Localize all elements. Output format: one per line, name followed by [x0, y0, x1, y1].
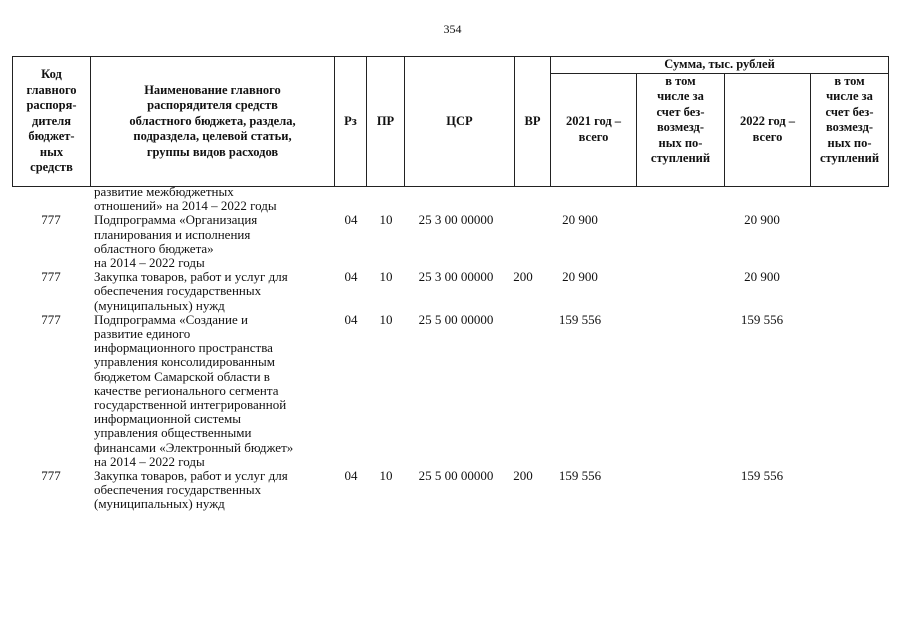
row-name-line: информационного пространства	[94, 340, 273, 356]
header-line: Код	[41, 67, 62, 81]
row-code: 777	[41, 468, 61, 484]
table-row	[12, 313, 888, 469]
row-sum-2021: 20 900	[562, 212, 598, 228]
row-name-line: государственной интегрированной	[94, 397, 287, 413]
row-name	[94, 185, 339, 213]
header-2022-total	[725, 73, 811, 186]
row-sum-2022: 159 556	[740, 468, 784, 484]
header-line: в том	[665, 73, 696, 88]
header-2021-free	[637, 73, 725, 186]
row-name	[94, 213, 339, 270]
header-line: дителя	[32, 113, 71, 128]
row-csr: 25 3 00 00000	[418, 269, 494, 285]
table-body	[12, 185, 888, 512]
row-pr: 10	[379, 311, 393, 327]
row-pr: 10	[379, 269, 393, 285]
table-row	[12, 213, 888, 270]
row-name-line: качестве регионального сегмента	[94, 382, 279, 398]
row-code: 777	[41, 212, 61, 228]
header-line: Наименование главного	[144, 82, 281, 97]
header-line: средств	[30, 160, 73, 174]
header-line: возмезд-	[825, 120, 874, 134]
row-rz: 04	[344, 468, 358, 484]
row-code: 777	[41, 311, 61, 327]
header-line: возмезд-	[656, 120, 705, 134]
header-line: ных по-	[658, 135, 703, 150]
row-sum-2022: 159 556	[740, 311, 784, 327]
row-name-line: управления общественными	[94, 425, 252, 441]
row-name-line: Закупка товаров, работ и услуг для	[94, 269, 288, 285]
row-code: 777	[41, 269, 61, 285]
header-line: 2022 год –	[739, 114, 796, 128]
table-row	[12, 469, 888, 512]
header-line: ступлений	[819, 151, 880, 165]
row-name-line: развитие межбюджетных	[94, 184, 234, 199]
row-sum-2021: 159 556	[558, 311, 602, 327]
header-name	[91, 57, 335, 187]
header-vr: ВР	[515, 57, 551, 187]
header-line: распорядителя средств	[147, 98, 278, 112]
header-csr: ЦСР	[405, 57, 515, 187]
row-name-line: информационной системы	[94, 411, 241, 427]
header-pr: ПР	[367, 57, 405, 187]
page-number: 354	[443, 22, 462, 36]
row-vr: 200	[513, 269, 533, 285]
header-sum-title: Сумма, тыс. рублей	[551, 57, 889, 74]
header-line: 2021 год –	[565, 114, 622, 128]
row-name-line: (муниципальных) нужд	[94, 496, 225, 512]
header-line: в том	[834, 73, 865, 88]
header-line: главного	[26, 82, 77, 97]
header-line: группы видов расходов	[146, 144, 279, 159]
row-name-line: финансами «Электронный бюджет»	[94, 439, 294, 455]
row-rz: 04	[344, 311, 358, 327]
header-line: ных	[39, 144, 64, 159]
row-pr: 10	[379, 212, 393, 228]
header-line: числе за	[826, 89, 873, 103]
header-code	[13, 57, 91, 187]
row-sum-2021: 20 900	[562, 269, 598, 285]
row-name-line: управления консолидированным	[94, 354, 275, 370]
header-line: всего	[578, 129, 609, 144]
row-name-line: бюджетом Самарской области в	[94, 368, 270, 384]
row-csr: 25 3 00 00000	[418, 212, 494, 228]
row-name-line: Подпрограмма «Организация	[94, 212, 258, 228]
header-line: областного бюджета, раздела,	[129, 113, 296, 128]
row-sum-2022: 20 900	[744, 269, 780, 285]
row-csr: 25 5 00 00000	[418, 311, 494, 327]
row-name	[94, 469, 339, 512]
row-csr: 25 5 00 00000	[418, 468, 494, 484]
row-name-line: планирования и исполнения	[94, 226, 251, 242]
row-name-line: обеспечения государственных	[94, 283, 262, 299]
row-name-line: областного бюджета»	[94, 240, 214, 256]
header-line: счет без-	[825, 104, 874, 119]
row-sum-2022: 20 900	[744, 212, 780, 228]
table-header	[12, 56, 889, 187]
row-vr: 200	[513, 468, 533, 484]
header-line: счет без-	[656, 104, 705, 119]
row-pr: 10	[379, 468, 393, 484]
row-name-line: Закупка товаров, работ и услуг для	[94, 468, 288, 484]
row-rz: 04	[344, 269, 358, 285]
header-line: числе за	[657, 89, 704, 103]
table-row	[12, 185, 888, 213]
row-name-line: обеспечения государственных	[94, 482, 262, 498]
header-line: бюджет-	[28, 129, 75, 143]
row-name	[94, 270, 339, 313]
row-sum-2021: 159 556	[558, 468, 602, 484]
header-line: ступлений	[650, 151, 711, 165]
header-2022-free	[811, 73, 889, 186]
header-line: подраздела, целевой статьи,	[133, 129, 292, 143]
row-rz: 04	[344, 212, 358, 228]
row-name-line: (муниципальных) нужд	[94, 297, 225, 313]
header-line: ных по-	[827, 135, 872, 150]
row-name-line: Подпрограмма «Создание и	[94, 311, 248, 327]
row-name-line: развитие единого	[94, 326, 191, 342]
header-rz: Рз	[335, 57, 367, 187]
table-row	[12, 270, 888, 313]
header-line: распоря-	[26, 98, 77, 112]
header-2021-total	[551, 73, 637, 186]
row-name	[94, 313, 339, 469]
header-line: всего	[752, 129, 783, 144]
row-name-line: отношений» на 2014 – 2022 годы	[94, 198, 277, 214]
row-name-line: на 2014 – 2022 годы	[94, 453, 205, 469]
row-name-line: на 2014 – 2022 годы	[94, 255, 205, 271]
